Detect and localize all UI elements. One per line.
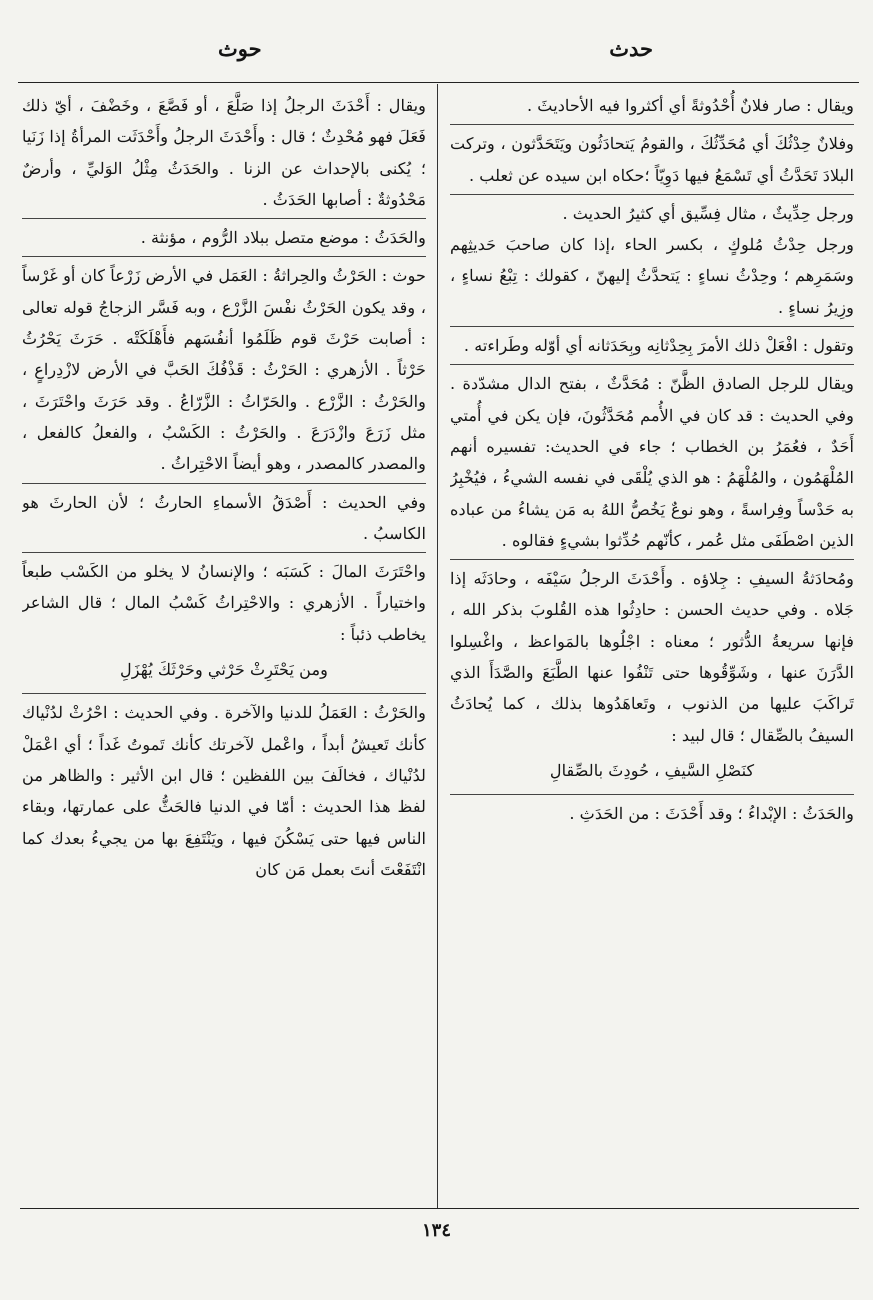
entry-paragraph: ويقال للرجل الصادق الظَّنّ : مُحَدَّثٌ ، بفتح الدال مشدّدة . وفي الحديث : قد كان في الأُمم مُحَدَّثُونَ، فإن يكن في أُمتي أَحَدٌ ، فعُمَرُ بن الخطاب ؛ جاء في الحديث: تفسيره أنهم المُلْهَمُون ، والمُلْهَمُ : هو الذي يُلْقَى في نفسه الشيءُ ، فيُخْبِرُ به حَدْساً وفِراسةً ، وهو نوعٌ يَخُصُّ اللهُ به مَن يشاءُ من عباده الذين اصْطَفَى مثل عُمر ، كأنّهم حُدِّثوا بشيءٍ فقالوه . bbox=[450, 364, 854, 556]
entry-paragraph: وفلانٌ حِدْثُكَ أي مُحَدِّثُكَ ، والقومُ يَتحادَثُون ويَتَحَدَّثون ، وتركت البلادَ تَحَدَّثُ أي تَسْمَعُ فيها دَوِيّاً ؛حكاه ابن سيده عن ثعلب . bbox=[450, 124, 854, 191]
entry-paragraph: ويقال : صار فلانٌ أُحْدُوثةً أي أكثروا فيه الأحاديثَ . bbox=[527, 96, 854, 115]
entry-paragraph: والحَدَثُ : الإبْداءُ ؛ وقد أَحْدَثَ : من الحَدَثِ . bbox=[450, 794, 854, 829]
header-right-title: حدث bbox=[609, 36, 653, 61]
poetry-verse: كنَصْلِ السَّيفِ ، حُودِثَ بالصِّقالِ bbox=[549, 760, 755, 780]
header-left-title: حوث bbox=[218, 36, 262, 61]
left-column bbox=[22, 90, 426, 1206]
entry-paragraph: وفي الحديث : أَصْدَقُ الأسماءِ الحارثُ ؛ لأن الحارثَ هو الكاسبُ . bbox=[22, 483, 426, 550]
entry-paragraph-headword: حوث : الحَرْثُ والحِراثةُ : العَمَل في الأرض زَرْعاً كان أو غَرْساً ، وقد يكون الحَرْثُ نفْسَ الزَّرْع ، وبه فَسَّر الزجاجُ قوله تعالى : أصابت حَرْثَ قوم ظَلَمُوا أنفُسَهم فأَهْلَكَتْه . حَرَثَ يَحْرُثُ حَرْثاً . الأزهري : الحَرْثُ : قَذْفُكَ الحَبَّ في الأرض لازْدِراعٍ ، والحَرْثُ : الزَّرْع . والحَرّاثُ : الزَّرّاعُ . وقد حَرَثَ واحْتَرَثَ ، مثل زَرَعَ وازْدَرَعَ . والحَرْثُ : الكَسْبُ ، والفعلُ كالفعل ، والمصدر كالمصدر ، وهو أيضاً الاحْتِراثُ . bbox=[22, 256, 426, 479]
entry-paragraph: ورجل حِدِّيثٌ ، مثال فِسِّيق أي كثيرُ الحديث . bbox=[450, 194, 854, 229]
top-rule bbox=[18, 82, 859, 83]
column-divider bbox=[437, 84, 438, 1208]
poetry-verse: ومن يَحْتَرِثْ حَرْثي وحَرْثَكَ يُهْزَلِ bbox=[120, 660, 328, 680]
bottom-rule bbox=[20, 1208, 859, 1209]
entry-paragraph: ومُحادَثةُ السيفِ : جِلاؤه . وأَحْدَثَ الرجلُ سَيْفَه ، وحادَثَه إذا جَلاه . وفي حديث الحسن : حادِثُوا هذه القُلوبَ بذكر الله ، فإنها سريعةُ الدُّثور ؛ معناه : اجْلُوها بالمَواعظ ، واغْسِلوا الدَّرَنَ عنها ، وشَوِّقُوها حتى تَنْفُوا عنها الطَّبَعَ والصَّدَأَ الذي تَراكَبَ عليها من الذنوب ، وتَعاهَدُوها بذلك ، كما يُحادَثُ السيفُ بالصِّقال ؛ قال لبيد : bbox=[450, 559, 854, 751]
entry-paragraph: ويقال : أَحْدَثَ الرجلُ إذا صَلَّعَ ، أو فَصَّعَ ، وخَضْفَ ، أيّ ذلك فَعَلَ فهو مُحْدِثٌ ؛ قال : وأَحْدَثَ الرجلُ وأَحْدَثَت المرأةُ إذا زَنَيا ؛ يُكنى بالإحداث عن الزنا . والحَدَثُ مِثْلُ الوَليِّ ، وأرضٌ مَحْدُوثةٌ : أصابها الحَدَثُ . bbox=[22, 96, 426, 209]
entry-paragraph: والحَدَثُ : موضع متصل ببلاد الرُّوم ، مؤنثة . bbox=[22, 218, 426, 253]
entry-paragraph: وتقول : افْعَلْ ذلك الأمرَ بِحِدْثانِه وبِحَدَثانه أي أوّله وطَراءته . bbox=[450, 326, 854, 361]
page-number: ١٣٤ bbox=[421, 1220, 451, 1241]
right-column bbox=[450, 90, 854, 1206]
entry-paragraph: والحَرْثُ : العَمَلُ للدنيا والآخرة . وفي الحديث : احْرُثْ لدُنْياك كأنك تَعيشُ أبداً ، واعْمل لآخرتك كأنك تَموتُ غَداً ؛ أي اعْمَلْ لدُنْياك ، فخالَفَ بين اللفظين ؛ قال ابن الأثير : والظاهر من لفظ هذا الحديث : أمّا في الدنيا فالحَثُّ على عمارتها، وبقاء الناس فيها حتى يَسْكُنَ فيها ، ويَنْتَفِعَ بها من يجيءُ بعدك كما انْتَفَعْتَ أنتَ بعمل مَن كان bbox=[22, 693, 426, 885]
entry-paragraph: واحْتَرَثَ المالَ : كَسَبَه ؛ والإنسانُ لا يخلو من الكَسْب طبعاً واختياراً . الأزهري : والاحْتِراثُ كَسْبُ المال ؛ قال الشاعر يخاطب ذئباً : bbox=[22, 552, 426, 650]
entry-paragraph: ورجل حِدْثُ مُلوكٍ ، بكسر الحاء ،إذا كان صاحبَ حَديثِهم وسَمَرِهم ؛ وحِدْثُ نساءٍ : يَتحدَّثُ إليهنّ ، كقولك : تِبْعُ نساءٍ ، وزِيرُ نساءٍ . bbox=[450, 235, 854, 317]
